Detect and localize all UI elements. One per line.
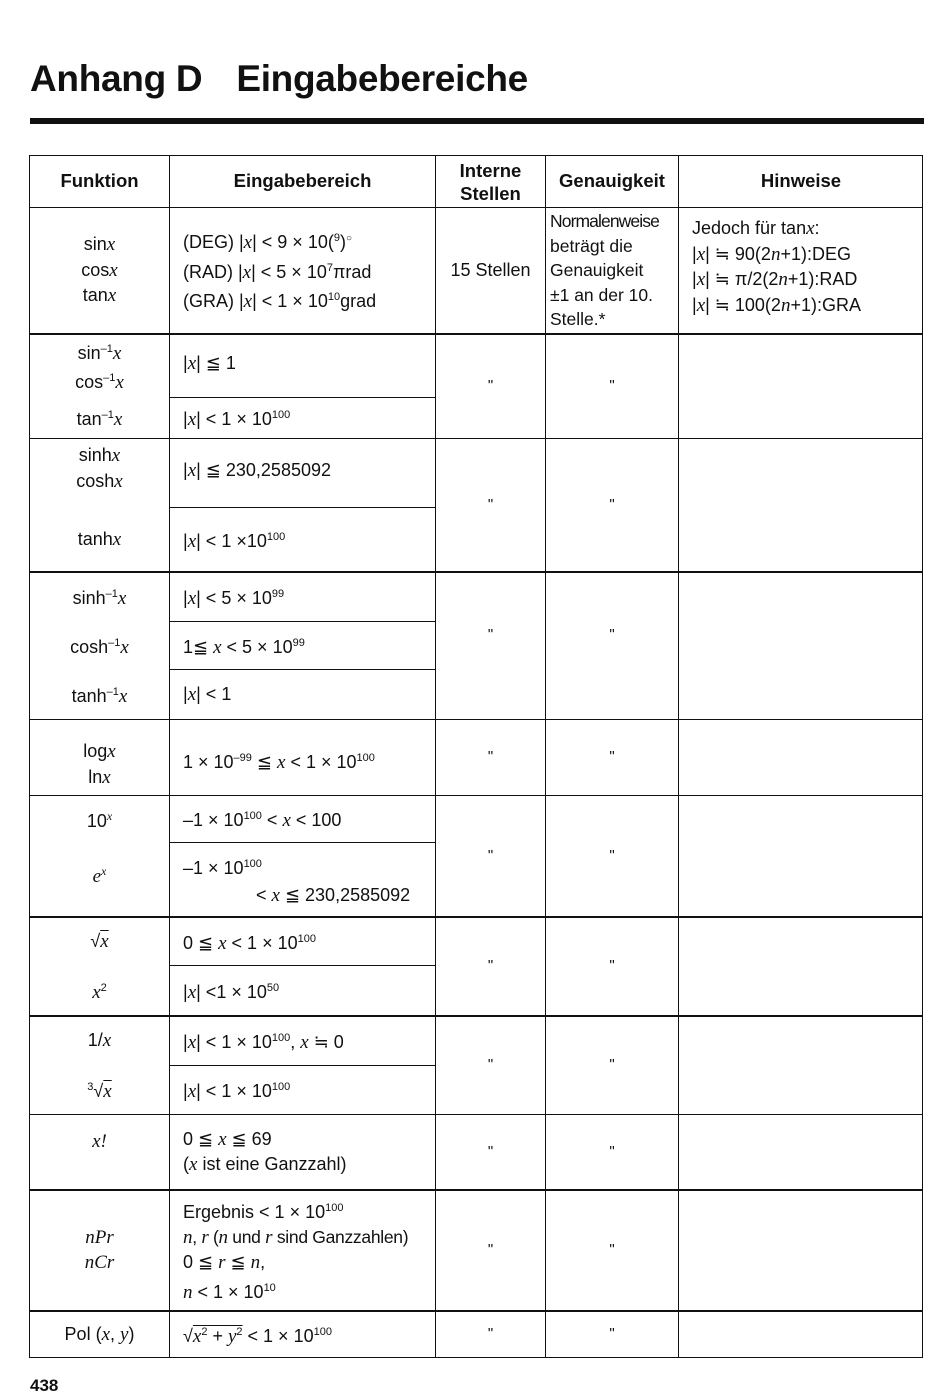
function-inv-hyp-cosh: $\cosh^{-1}x$ — [70, 636, 129, 658]
ditto-mark: " — [609, 495, 615, 513]
ditto-mark: " — [609, 1056, 615, 1074]
header-genauigkeit: Genauigkeit — [559, 170, 665, 192]
title-text: Eingabebereiche — [236, 58, 528, 99]
range-inv-hyp-2: 1≦ $x < 5 \times 10^{99}$ — [183, 636, 305, 658]
header-eingabebereich: Eingabebereich — [233, 170, 372, 192]
function-sqrt: √x — [90, 930, 109, 952]
range-log: $1 \times 10^{-99}$ ≦ $x < 1 \times 10^{100}$ — [183, 751, 375, 773]
header-hinweise: Hinweise — [760, 170, 842, 192]
function-exp10: 10$^x$ — [86, 809, 113, 832]
range-hyp-2: $|x| < 1 \times 10^{100}$ — [183, 530, 286, 552]
header-interne-stellen: Interne Stellen — [459, 159, 522, 204]
range-inv-hyp-3: |x| < 1 — [183, 683, 232, 705]
ditto-mark: " — [487, 495, 494, 513]
range-exp-e: $-1 \times 10^{100}$ < x ≦ 230,2585092 — [183, 857, 411, 906]
function-inv-trig-sin-cos: $\sin^{-1}x$ $\cos^{-1}x$ — [75, 342, 124, 393]
ditto-mark: " — [609, 846, 615, 864]
ditto-mark: " — [609, 957, 615, 975]
range-inv-trig-1: |x| ≦ 1 — [183, 353, 236, 374]
function-hyp-tanh: tanhx — [77, 528, 122, 550]
ditto-mark: " — [487, 957, 494, 975]
notes-trig: Jedoch für tanx: |x| ≒ 90(2n+1):DEG |x| ≒ π/2(2n+1):RAD |x| ≒ 100(2n+1):GRA — [692, 218, 861, 316]
range-inv-hyp-1: $|x| < 5 \times 10^{99}$ — [183, 588, 285, 610]
range-cube-root: $|x| < 1 \times 10^{100}$ — [183, 1081, 291, 1103]
ditto-mark: " — [487, 1142, 494, 1160]
page-number: 438 — [30, 1376, 59, 1395]
function-reciprocal: 1/x — [87, 1030, 112, 1052]
accuracy-trig: Normalenweise beträgt die Genauigkeit ±1 an der 10. Stelle.* — [550, 211, 659, 330]
page-title — [30, 58, 528, 100]
internal-digits-trig: 15 Stellen — [450, 260, 531, 281]
range-reciprocal: $|x| < 1 \times 10^{100}$, x ≒ 0 — [183, 1032, 344, 1054]
ditto-mark: " — [609, 377, 615, 395]
ditto-mark: " — [609, 625, 615, 643]
ditto-mark: " — [487, 1241, 494, 1259]
function-exp-e: $e^x$ — [92, 864, 107, 887]
range-pol: $√x^2 + y^2 < 1 \times 10^{100}$ — [183, 1325, 332, 1347]
ditto-mark: " — [487, 625, 494, 643]
ditto-mark: " — [487, 1325, 494, 1343]
ditto-mark: " — [609, 1241, 615, 1259]
function-inv-hyp-sinh: $\sinh^{-1}x$ — [72, 588, 127, 610]
col-divider — [678, 155, 679, 1358]
ditto-mark: " — [487, 748, 494, 766]
range-perm-comb: Ergebnis < $1 \times 10^{100}$ n, r (n und r sind Ganzzahlen) 0 ≦ r ≦ n, $n < 1 \times 10^{10}$ — [183, 1202, 409, 1303]
ditto-mark: " — [487, 377, 494, 395]
function-perm-comb: nPr nCr — [84, 1227, 115, 1273]
range-square: $|x| <1 \times 10^{50}$ — [183, 981, 280, 1003]
range-inv-trig-2: $|x| < 1 \times 10^{100}$ — [183, 409, 291, 431]
ditto-mark: " — [487, 846, 494, 864]
function-inv-hyp-tanh: $\tanh^{-1}x$ — [71, 685, 128, 707]
function-cube-root: $^3$√x — [87, 1081, 112, 1103]
ditto-mark: " — [609, 748, 615, 766]
ditto-mark: " — [609, 1142, 615, 1160]
header-funktion: Funktion — [60, 170, 139, 192]
title-rule — [30, 118, 924, 124]
function-log: logx lnx — [83, 741, 116, 788]
function-pol: Pol (x, y) — [64, 1323, 135, 1345]
title-label: Anhang D — [30, 58, 203, 99]
ditto-mark: " — [487, 1056, 494, 1074]
range-exp10: $-1 \times 10^{100} < x < 100$ — [183, 810, 342, 832]
range-hyp-1: |x| ≦ 230,2585092 — [183, 460, 331, 481]
function-square: $x^2$ — [92, 981, 107, 1003]
function-factorial: x! — [92, 1131, 107, 1152]
range-trig: (DEG) |x| < 9 × 10($^9$)○ (RAD) $|x| < 5 \times 10^7\pi rad$ (GRA) $|x| < 1 \times 10^{10}grad$ — [183, 232, 377, 313]
range-sqrt: 0 ≦ $x < 1 \times 10^{100}$ — [183, 932, 316, 954]
range-factorial: 0 ≦ x ≦ 69 (x ist eine Ganzzahl) — [183, 1128, 347, 1175]
function-trig: sinx cosx tanx — [81, 234, 118, 307]
ditto-mark: " — [609, 1325, 615, 1343]
function-hyp-sinh-cosh: sinhx coshx — [76, 445, 123, 492]
function-inv-trig-tan: $\tan^{-1}x$ — [76, 409, 123, 431]
